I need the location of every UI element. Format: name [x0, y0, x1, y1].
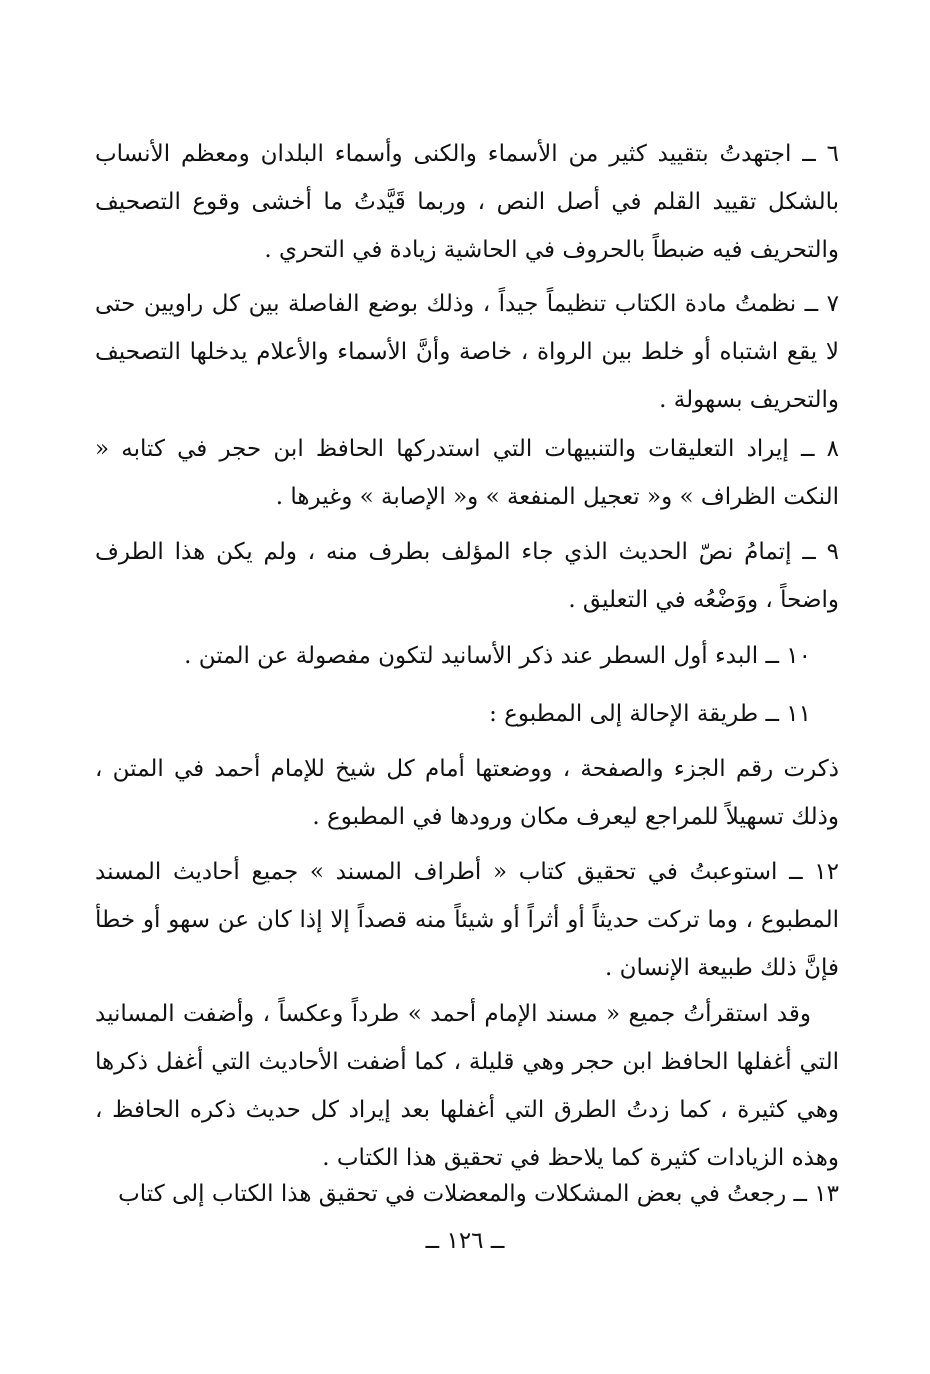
paragraph-item-7: ٧ ــ نظمتُ مادة الكتاب تنظيماً جيداً ، وذلك بوضع الفاصلة بين كل راويين حتى لا يقع اشتباه أو خلط بين الرواة ، خاصة وأنَّ الأسماء والأعلام يدخلها التصحيف والتحريف بسهولة .	[95, 291, 839, 413]
paragraph-item-11: ١١ ــ طريقة الإحالة إلى المطبوع :	[489, 701, 811, 727]
page-number: ــ ١٢٦ ــ	[425, 1228, 505, 1254]
paragraph-item-9: ٩ ــ إتمامُ نصّ الحديث الذي جاء المؤلف بطرف منه ، ولم يكن هذا الطرف واضحاً ، ووَضْعُه في التعليق .	[95, 539, 839, 613]
paragraph-item-8: ٨ ــ إيراد التعليقات والتنبيهات التي استدركها الحافظ ابن حجر في كتابه « النكت الظراف » و« تعجيل المنفعة » و« الإصابة » وغيرها .	[95, 436, 839, 510]
paragraph-item-12: ١٢ ــ استوعبتُ في تحقيق كتاب « أطراف المسند » جميع أحاديث المسند المطبوع ، وما تركت حديثاً أو أثراً أو شيئاً منه قصداً إلا إذا كان عن سهو أو خطأ فإنَّ ذلك طبيعة الإنسان .	[95, 859, 839, 981]
paragraph-item-11-detail: ذكرت رقم الجزء والصفحة ، ووضعتها أمام كل شيخ للإمام أحمد في المتن ، وذلك تسهيلاً للمراجع ليعرف مكان ورودها في المطبوع .	[95, 756, 839, 830]
paragraph-item-6: ٦ ــ اجتهدتُ بتقييد كثير من الأسماء والكنى وأسماء البلدان ومعظم الأنساب بالشكل تقييد القلم في أصل النص ، وربما قَيَّدتُ ما أخشى وقوع التصحيف والتحريف فيه ضبطاً بالحروف في الحاشية زيادة في التحري .	[95, 141, 839, 263]
paragraph-item-10: ١٠ ــ البدء أول السطر عند ذكر الأسانيد لتكون مفصولة عن المتن .	[184, 643, 811, 669]
paragraph-item-12-detail: وقد استقرأتُ جميع « مسند الإمام أحمد » طرداً وعكساً ، وأضفت المسانيد التي أغفلها الحافظ ابن حجر وهي قليلة ، كما أضفت الأحاديث التي أغفل ذكرها وهي كثيرة ، كما زدتُ الطرق التي أغفلها بعد إيراد كل حديث ذكره الحافظ ، وهذه الزيادات كثيرة كما يلاحظ في تحقيق هذا الكتاب .	[95, 1001, 839, 1171]
paragraph-item-13: ١٣ ــ رجعتُ في بعض المشكلات والمعضلات في تحقيق هذا الكتاب إلى كتاب	[118, 1181, 839, 1207]
